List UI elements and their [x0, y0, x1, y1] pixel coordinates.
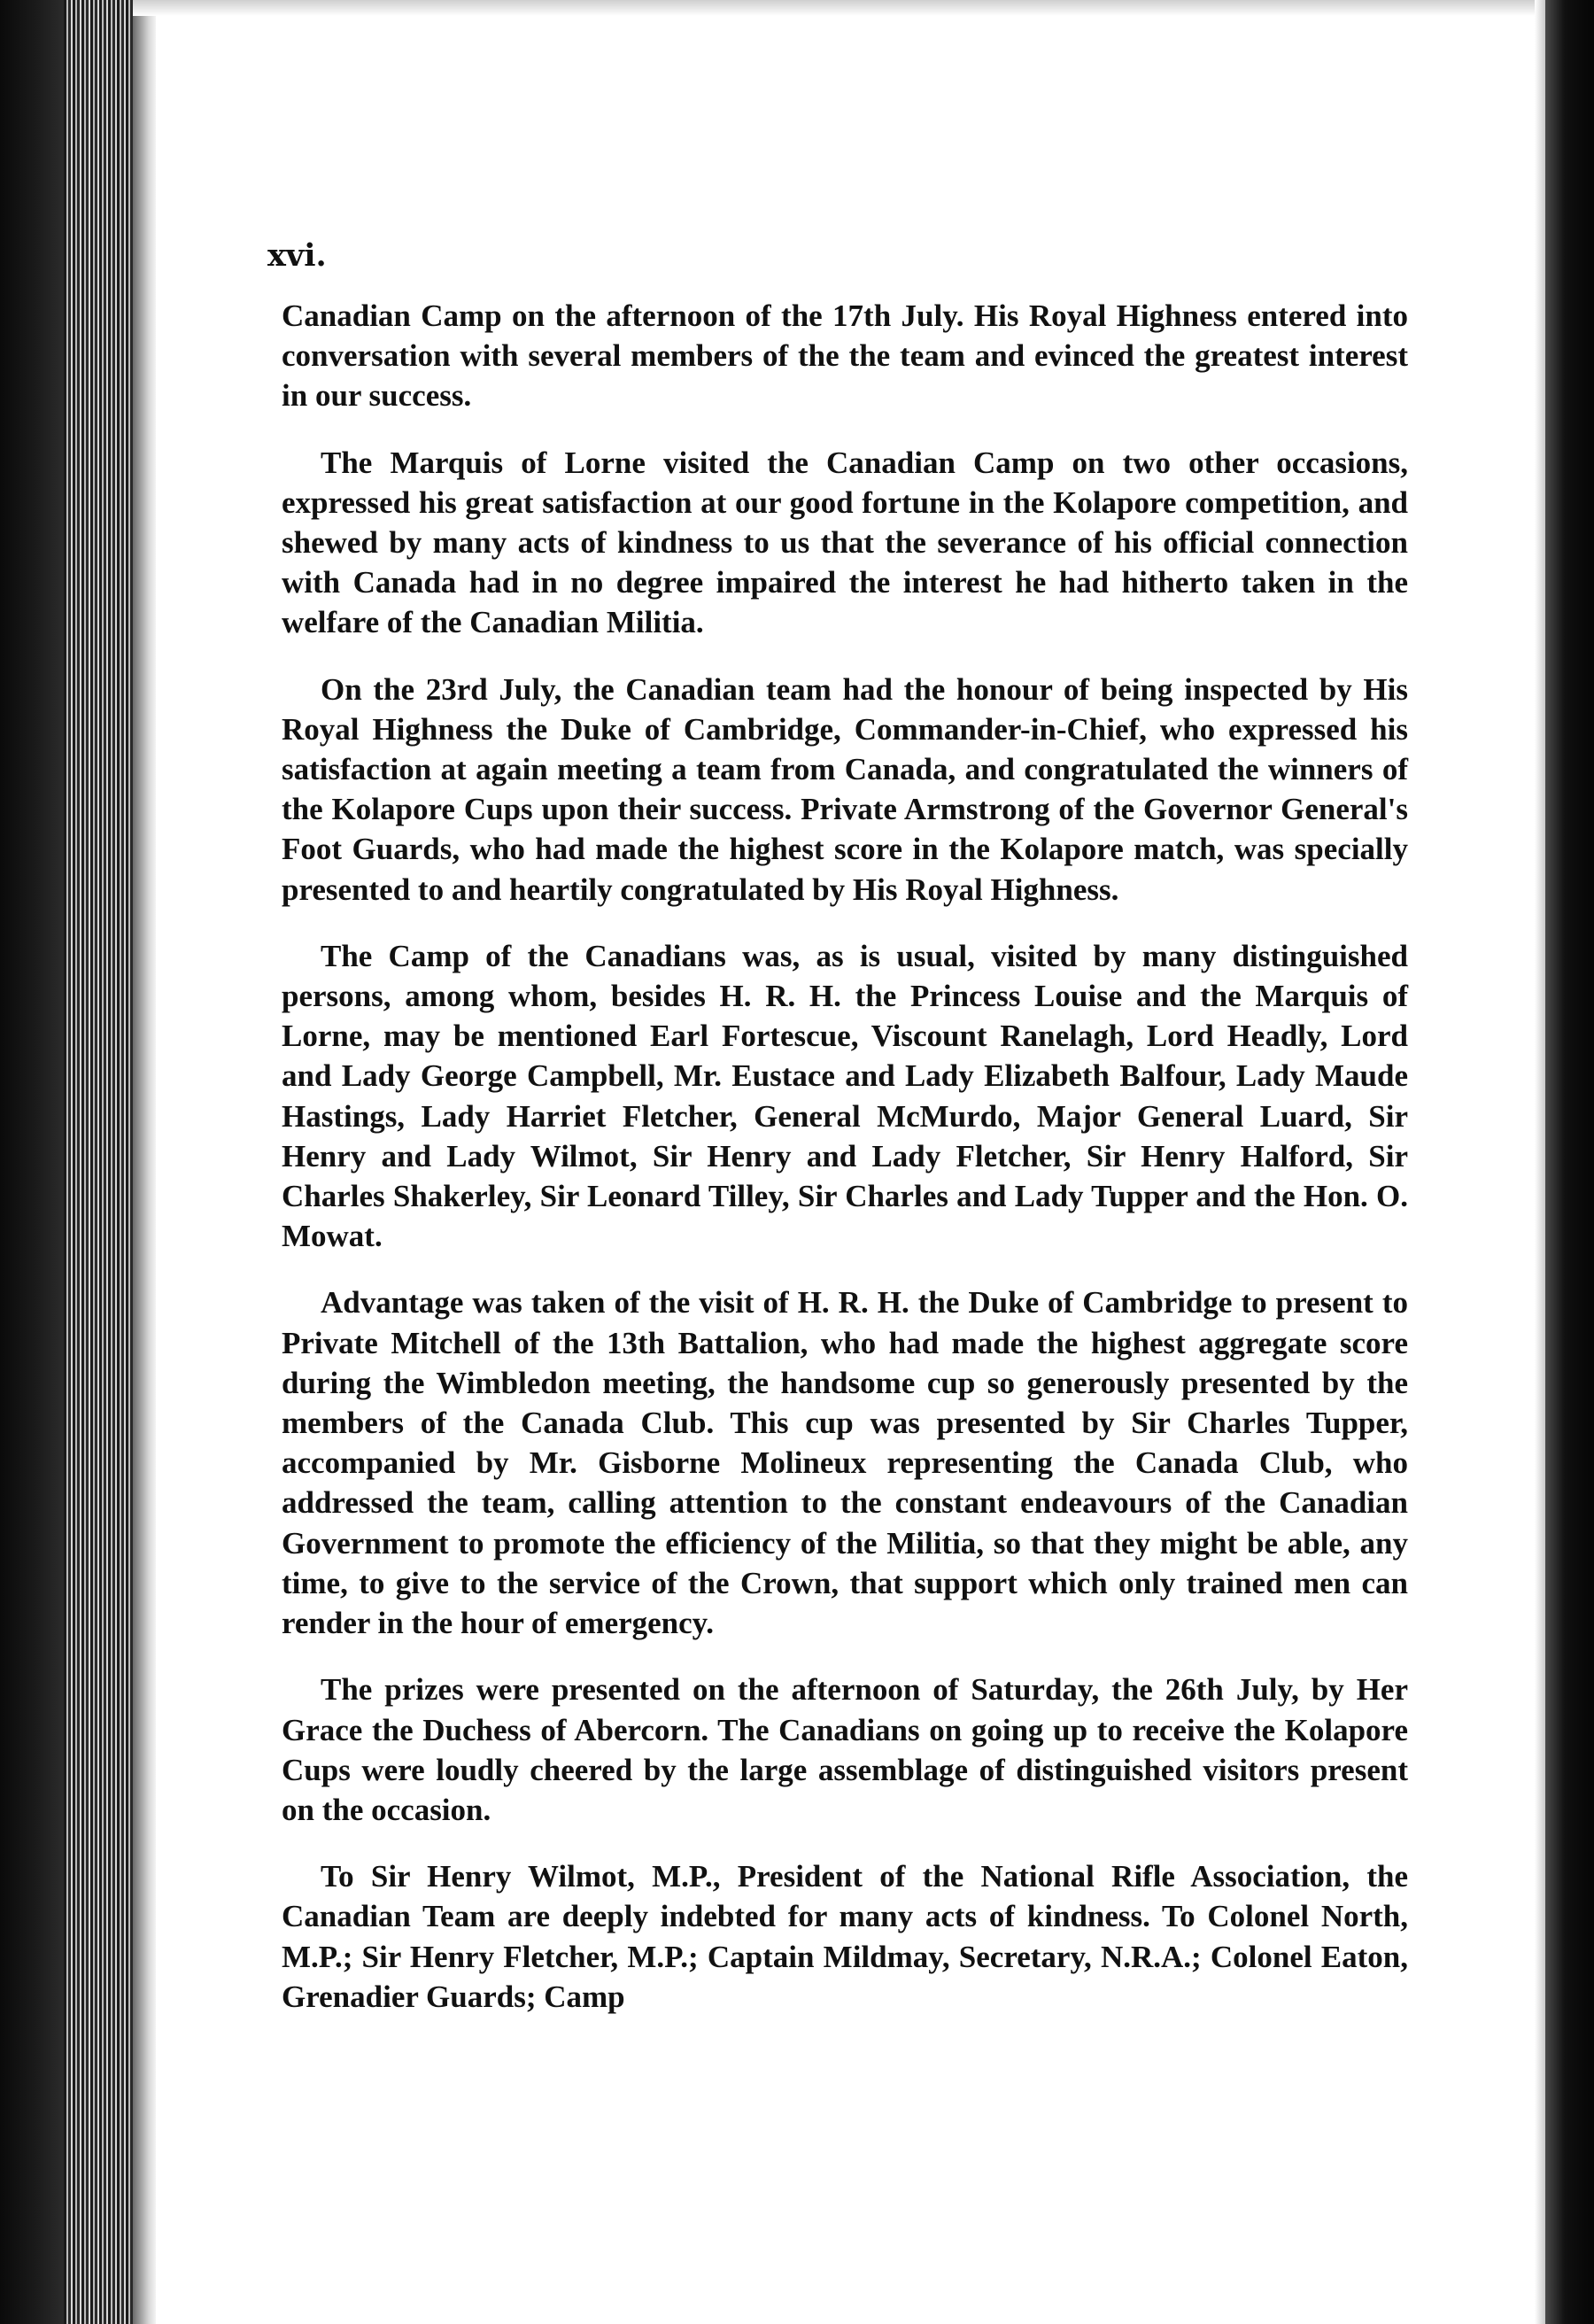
book-binding-edge	[0, 0, 64, 2324]
paragraph-continued: Canadian Camp on the afternoon of the 17th July. His Royal Highness entered into conversation with several members of the the team and evinced the greatest interest in our success.	[282, 298, 1408, 414]
paragraph: The Camp of the Canadians was, as is usual, visited by many distinguished persons, among whom, besides H. R. H. the Princess Louise and the Marquis of Lorne, may be mentioned Earl Fortescue, Viscount Ranelagh, Lord Headly, Lord and Lady George Campbell, Mr. Eustace and Lady Elizabeth Balfour, Lady Maude Hastings, Lady Harriet Fletcher, General McMurdo, Major General Luard, Sir Henry and Lady Wilmot, Sir Henry and Lady Fletcher, Sir Henry Halford, Sir Charles Shakerley, Sir Leonard Tilley, Sir Charles and Lady Tupper and the Hon. O. Mowat.	[282, 938, 1408, 1254]
body-text	[282, 296, 1408, 2043]
paragraph: To Sir Henry Wilmot, M.P., President of the National Rifle Association, the Canadian Team are deeply indebted for many acts of kindness. To Colonel North, M.P.; Sir Henry Fletcher, M.P.; Captain Mildmay, Secretary, N.R.A.; Colonel Eaton, Grenadier Guards; Camp	[282, 1859, 1408, 2014]
paragraph: The Marquis of Lorne visited the Canadian Camp on two other occasions, expressed his great satisfaction at our good fortune in the Kolapore competition, and shewed by many acts of kindness to us that the severance of his official connection with Canada had in no degree impaired the interest he had hitherto taken in the welfare of the Canadian Militia.	[282, 445, 1408, 640]
right-page-edge	[1535, 0, 1545, 2324]
paragraph: On the 23rd July, the Canadian team had the honour of being inspected by His Royal Highness the Duke of Cambridge, Commander-in-Chief, who expressed his satisfaction at again meeting a team from Canada, and congratulated the winners of the Kolapore Cups upon their success. Private Armstrong of the Governor General's Foot Guards, who had made the highest score in the Kolapore match, was specially presented to and heartily congratulated by His Royal Highness.	[282, 671, 1408, 907]
right-dark-border	[1545, 0, 1594, 2324]
page-edges-stack	[64, 0, 133, 2324]
paragraph: Advantage was taken of the visit of H. R. H. the Duke of Cambridge to present to Private Mitchell of the 13th Battalion, who had made the highest aggregate score during the Wimbledon meeting, the handsome cup so generously presented by the members of the Canada Club. This cup was presented by Sir Charles Tupper, accompanied by Mr. Gisborne Molineux representing the Canada Club, who addressed the team, calling attention to the constant endeavours of the Canadian Government to promote the efficiency of the Militia, so that they might be able, any time, to give to the service of the Crown, that support which only trained men can render in the hour of emergency.	[282, 1285, 1408, 1641]
paragraph: The prizes were presented on the afternoon of Saturday, the 26th July, by Her Grace the Duchess of Abercorn. The Canadians on going up to receive the Kolapore Cups were loudly cheered by the large assemblage of distinguished visitors present on the occasion.	[282, 1672, 1408, 1827]
page-gutter-shadow	[133, 0, 156, 2324]
top-shadow	[133, 0, 1545, 16]
page-number: xvi.	[267, 237, 327, 274]
